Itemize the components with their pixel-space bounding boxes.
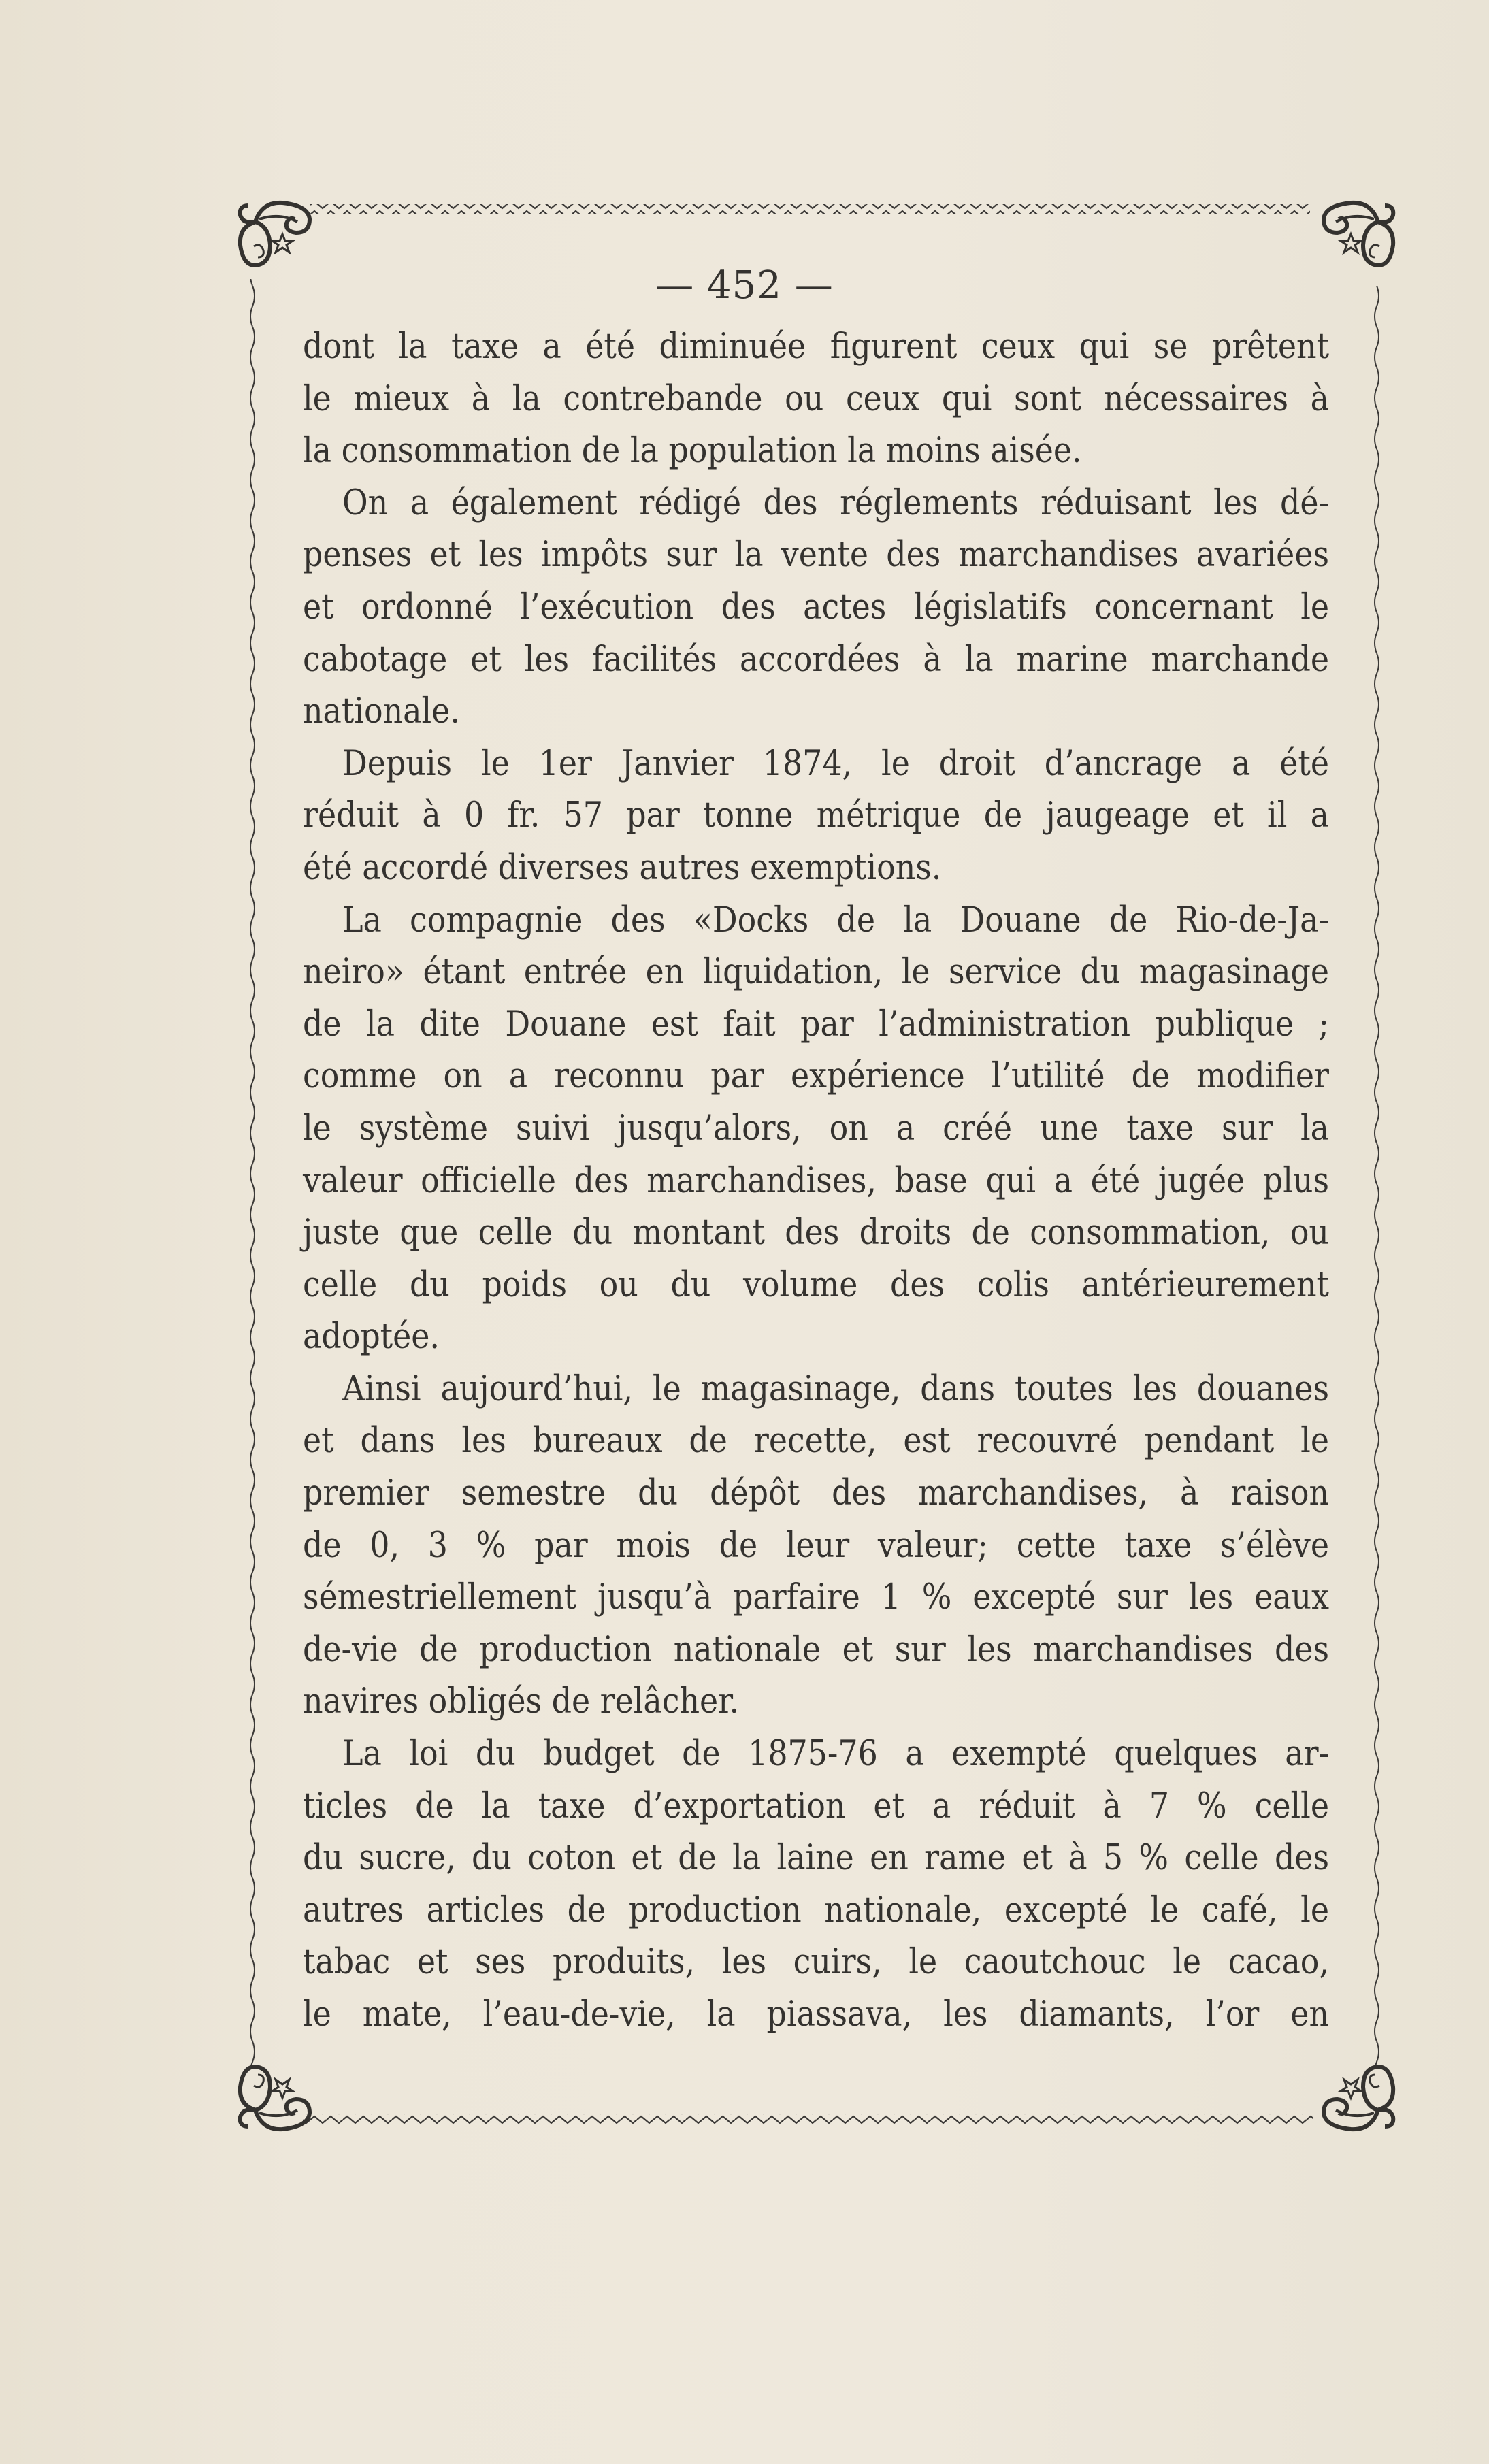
text-line: le système suivi jusqu’alors, on a créé une taxe sur la	[303, 1108, 1329, 1149]
text-line: comme on a reconnu par expérience l’utilité de modifier	[303, 1056, 1329, 1097]
left-border	[249, 279, 259, 2069]
text-line: ticles de la taxe d’exportation et a réduit à 7 % celle	[303, 1786, 1329, 1826]
text-line: sémestriellement jusqu’à parfaire 1 % excepté sur les eaux	[303, 1577, 1329, 1618]
text-line: et ordonné l’exécution des actes législatifs concernant le	[303, 587, 1329, 627]
text-line: du sucre, du coton et de la laine en rame et à 5 % celle des	[303, 1838, 1329, 1879]
text-line: le mate, l’eau-de-vie, la piassava, les diamants, l’or en	[303, 1994, 1329, 2035]
text-line: le mieux à la contrebande ou ceux qui sont nécessaires à	[303, 378, 1329, 419]
page-number: — 452 —	[655, 263, 834, 308]
text-line: réduit à 0 fr. 57 par tonne métrique de jaugeage et il a	[303, 795, 1329, 836]
text-line: Ainsi aujourd’hui, le magasinage, dans toutes les douanes	[342, 1368, 1329, 1409]
corner-ornament-bottom-left-icon	[240, 2067, 310, 2129]
text-line: nationale.	[303, 691, 460, 732]
text-line: On a également rédigé des réglements réduisant les dé-	[342, 482, 1329, 523]
text-line: de la dite Douane est fait par l’administration publique ;	[303, 1004, 1329, 1045]
text-line: tabac et ses produits, les cuirs, le caoutchouc le cacao,	[303, 1942, 1329, 1983]
text-line: autres articles de production nationale, excepté le café, le	[303, 1890, 1329, 1931]
text-line: dont la taxe a été diminuée figurent ceux qui se prêtent	[303, 327, 1329, 367]
text-line: La loi du budget de 1875-76 a exempté quelques ar-	[342, 1734, 1329, 1775]
text-line: cabotage et les facilités accordées à la marine marchande	[303, 639, 1329, 680]
corner-ornament-top-left-icon	[240, 203, 310, 265]
text-line: la consommation de la population la moins aisée.	[303, 431, 1082, 472]
corner-ornament-top-right-icon	[1324, 203, 1393, 265]
text-line: été accordé diverses autres exemptions.	[303, 847, 942, 888]
text-line: de 0, 3 % par mois de leur valeur; cette taxe s’élève	[303, 1525, 1329, 1566]
text-line: adoptée.	[303, 1317, 440, 1358]
text-line: et dans les bureaux de recette, est recouvré pendant le	[303, 1421, 1329, 1462]
text-line: penses et les impôts sur la vente des marchandises avariées	[303, 535, 1329, 576]
text-line: valeur officielle des marchandises, base qui a été jugée plus	[303, 1160, 1329, 1201]
top-border	[310, 204, 1310, 214]
text-line: premier semestre du dépôt des marchandises, à raison	[303, 1473, 1329, 1514]
text-line: Depuis le 1er Janvier 1874, le droit d’ancrage a été	[342, 743, 1329, 784]
bottom-border	[303, 2114, 1313, 2124]
text-line: de-vie de production nationale et sur les marchandises des	[303, 1629, 1329, 1670]
text-line: neiro» étant entrée en liquidation, le service du magasinage	[303, 952, 1329, 993]
text-line: celle du poids ou du volume des colis antérieurement	[303, 1264, 1329, 1305]
text-line: navires obligés de relâcher.	[303, 1681, 740, 1722]
corner-ornament-bottom-right-icon	[1324, 2067, 1393, 2129]
text-line: juste que celle du montant des droits de consommation, ou	[303, 1213, 1329, 1253]
text-line: La compagnie des «Docks de la Douane de Rio-de-Ja-	[342, 900, 1329, 940]
right-border	[1374, 286, 1384, 2069]
body-text	[303, 321, 1329, 2041]
